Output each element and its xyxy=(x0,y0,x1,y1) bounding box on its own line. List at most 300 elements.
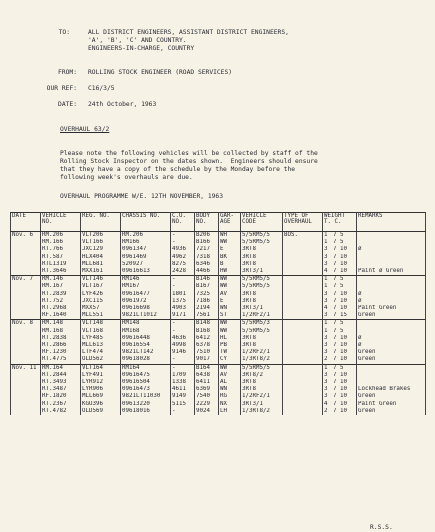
code-cell: 3RT8/2 xyxy=(241,372,283,379)
code-cell: 3RT3/1 xyxy=(241,401,283,408)
weight-cell xyxy=(323,335,357,342)
weight-cwt: 7 10 xyxy=(333,253,347,260)
vehicle-cell: RTL1319 xyxy=(41,261,81,268)
chassis-cell: 0961347 xyxy=(121,246,171,253)
garage-cell: TW xyxy=(219,349,241,356)
table-body xyxy=(11,232,426,416)
weight-cwt: 7 10 xyxy=(333,297,347,304)
to-line-1: ALL DISTRICT ENGINEERS, ASSISTANT DISTRICT ENGINEERS, xyxy=(88,29,289,36)
table-row xyxy=(11,408,426,415)
weight-cell xyxy=(323,276,357,284)
type-cell xyxy=(283,328,323,335)
paragraph-line-2: Rolling Stock Inspector on the dates shown. Engineers should ensure xyxy=(60,158,318,165)
body-cell: 9017 xyxy=(195,356,219,364)
date-value: 24th October, 1963 xyxy=(88,101,157,108)
code-cell: 5/5RM5/5 xyxy=(241,232,283,240)
code-cell: 1/3RT8/2 xyxy=(241,356,283,364)
remarks-cell xyxy=(357,372,426,379)
reg-cell: MXX161 xyxy=(81,268,121,276)
date-cell xyxy=(11,291,41,298)
type-cell xyxy=(283,356,323,364)
programme-title: OVERHAUL PROGRAMME W/E. 12TH NOVEMBER, 1963 xyxy=(60,193,224,200)
remarks-cell: ø xyxy=(357,291,426,298)
reg-cell: JXC115 xyxy=(81,298,121,305)
date-cell xyxy=(11,312,41,320)
remarks-cell: ø xyxy=(357,335,426,342)
code-cell: 3RT8 xyxy=(241,246,283,253)
cu-cell: - xyxy=(171,232,195,240)
date-cell: Nov. 6 xyxy=(11,232,41,240)
table-row xyxy=(11,364,426,372)
weight-tons: 3 xyxy=(324,246,328,253)
body-cell: 6412 xyxy=(195,335,219,342)
type-cell xyxy=(283,393,323,400)
cu-cell: 4903 xyxy=(171,305,195,312)
remarks-cell xyxy=(357,239,426,246)
body-cell: B166 xyxy=(195,239,219,246)
weight-tons: 1 xyxy=(324,239,328,246)
chassis-cell: RM168 xyxy=(121,328,171,335)
table-row xyxy=(11,386,426,393)
cu-cell: 1709 xyxy=(171,372,195,379)
cu-cell: 1338 xyxy=(171,379,195,386)
body-cell: 6378 xyxy=(195,342,219,349)
remarks-cell: Green xyxy=(357,349,426,356)
remarks-cell xyxy=(357,232,426,240)
garage-cell: AV xyxy=(219,291,241,298)
code-cell: 5/5RM5/5 xyxy=(241,364,283,372)
vehicle-cell: RF.1820 xyxy=(41,393,81,400)
weight-tons: 1 xyxy=(324,327,328,334)
cu-cell: - xyxy=(171,328,195,335)
table-row xyxy=(11,276,426,284)
type-cell xyxy=(283,283,323,290)
weight-tons: 3 xyxy=(324,290,328,297)
garage-cell: WW xyxy=(219,328,241,335)
code-cell: 3RT8 xyxy=(241,291,283,298)
remarks-cell: ø xyxy=(357,246,426,253)
weight-cwt: 7 10 xyxy=(333,349,347,356)
table-row xyxy=(11,393,426,400)
code-cell: 3RT8 xyxy=(241,342,283,349)
type-cell xyxy=(283,291,323,298)
vehicle-cell: RT.766 xyxy=(41,246,81,253)
date-cell: Nov. 8 xyxy=(11,320,41,328)
cu-cell: 1375 xyxy=(171,298,195,305)
weight-cell xyxy=(323,239,357,246)
chassis-cell: RM166 xyxy=(121,239,171,246)
vehicle-cell: RM.148 xyxy=(41,320,81,328)
remarks-cell xyxy=(357,261,426,268)
weight-cell xyxy=(323,349,357,356)
type-cell xyxy=(283,342,323,349)
code-cell: 5/5RM5/5 xyxy=(241,239,283,246)
type-cell xyxy=(283,261,323,268)
cu-cell: - xyxy=(171,276,195,284)
col-body: BODY NO. xyxy=(195,213,219,232)
code-cell: 3RT8 xyxy=(241,298,283,305)
remarks-cell: Green xyxy=(357,356,426,364)
body-cell: 6438 xyxy=(195,372,219,379)
weight-tons: 3 xyxy=(324,297,328,304)
weight-cwt: 7 10 xyxy=(333,342,347,349)
vehicle-cell: RM.206 xyxy=(41,232,81,240)
reg-cell: VLT168 xyxy=(81,328,121,335)
table-row xyxy=(11,298,426,305)
date-cell xyxy=(11,328,41,335)
garage-cell: E xyxy=(219,246,241,253)
date-cell xyxy=(11,386,41,393)
to-line-3: ENGINEERS-IN-CHARGE, COUNTRY xyxy=(88,45,195,52)
ref-value: C16/3/5 xyxy=(88,85,115,92)
table-row xyxy=(11,268,426,276)
weight-tons: 3 xyxy=(324,312,328,319)
date-cell xyxy=(11,254,41,261)
table-row xyxy=(11,254,426,261)
date-cell xyxy=(11,283,41,290)
cu-cell: 8275 xyxy=(171,261,195,268)
type-cell xyxy=(283,401,323,408)
reg-cell: MXX57 xyxy=(81,305,121,312)
weight-tons: 3 xyxy=(324,386,328,393)
to-line-2: 'A', 'B', 'C' AND COUNTRY. xyxy=(88,37,187,44)
date-cell xyxy=(11,335,41,342)
remarks-cell xyxy=(357,379,426,386)
weight-cell xyxy=(323,291,357,298)
ref-label: OUR REF: xyxy=(46,85,77,92)
vehicle-cell: RT.2838 xyxy=(41,335,81,342)
weight-tons: 3 xyxy=(324,253,328,260)
type-cell xyxy=(283,239,323,246)
reg-cell: VLT206 xyxy=(81,232,121,240)
garage-cell: LH xyxy=(219,408,241,415)
body-cell: 9024 xyxy=(195,408,219,415)
date-cell xyxy=(11,356,41,364)
table-row xyxy=(11,401,426,408)
remarks-cell xyxy=(357,328,426,335)
vehicle-cell: RM.164 xyxy=(41,364,81,372)
date-cell: Nov. 7 xyxy=(11,276,41,284)
chassis-cell: 09616473 xyxy=(121,386,171,393)
garage-cell: WW xyxy=(219,276,241,284)
cu-cell: - xyxy=(171,283,195,290)
cu-cell: - xyxy=(171,239,195,246)
overhaul-table xyxy=(10,212,426,415)
reg-cell: VLT166 xyxy=(81,239,121,246)
cu-cell: 4962 xyxy=(171,254,195,261)
table-row xyxy=(11,246,426,253)
remarks-cell: Green xyxy=(357,408,426,415)
date-cell xyxy=(11,349,41,356)
remarks-cell: Green xyxy=(357,393,426,400)
reg-cell: VLT148 xyxy=(81,320,121,328)
chassis-cell: 0961469 xyxy=(121,254,171,261)
date-cell xyxy=(11,408,41,415)
reg-cell: LYF426 xyxy=(81,291,121,298)
weight-cell xyxy=(323,328,357,335)
col-type: TYPE OF OVERHAUL xyxy=(283,213,323,232)
type-cell xyxy=(283,276,323,284)
weight-cwt: 7 10 xyxy=(333,386,347,393)
weight-cell xyxy=(323,268,357,276)
garage-cell: B xyxy=(219,261,241,268)
weight-cwt: 7 10 xyxy=(333,393,347,400)
remarks-cell: Lockhead Brakes xyxy=(357,386,426,393)
garage-cell: WW xyxy=(219,239,241,246)
col-code: VEHICLE CODE xyxy=(241,213,283,232)
weight-cell xyxy=(323,298,357,305)
reg-cell: JXC129 xyxy=(81,246,121,253)
body-cell: B146 xyxy=(195,276,219,284)
cu-cell: - xyxy=(171,320,195,328)
cu-cell: 4611 xyxy=(171,386,195,393)
weight-cwt: 7 10 xyxy=(333,356,347,363)
body-cell: B168 xyxy=(195,328,219,335)
weight-tons: 1 xyxy=(324,320,328,327)
remarks-cell xyxy=(357,283,426,290)
table-row xyxy=(11,356,426,364)
vehicle-cell: RM.166 xyxy=(41,239,81,246)
weight-cell xyxy=(323,232,357,240)
weight-cell xyxy=(323,283,357,290)
type-cell xyxy=(283,246,323,253)
weight-tons: 1 xyxy=(324,364,328,371)
weight-tons: 3 xyxy=(324,379,328,386)
vehicle-cell: RT.3646 xyxy=(41,268,81,276)
garage-cell: E xyxy=(219,298,241,305)
weight-tons: 1 xyxy=(324,276,328,283)
code-cell: 5/5RM5/5 xyxy=(241,283,283,290)
vehicle-cell: RT.2839 xyxy=(41,291,81,298)
col-vehicle: VEHICLE NO. xyxy=(41,213,81,232)
chassis-cell: RM146 xyxy=(121,276,171,284)
chassis-cell: RM.206 xyxy=(121,232,171,240)
chassis-cell: 9821LT11030 xyxy=(121,393,171,400)
table-row xyxy=(11,372,426,379)
cu-cell: 9146 xyxy=(171,349,195,356)
garage-cell: WH xyxy=(219,232,241,240)
date-label: DATE: xyxy=(58,101,77,108)
body-cell: 7540 xyxy=(195,393,219,400)
weight-tons: 3 xyxy=(324,260,328,267)
cu-cell: - xyxy=(171,364,195,372)
body-cell: 7318 xyxy=(195,254,219,261)
code-cell: 5/5RM5/5 xyxy=(241,276,283,284)
body-cell: 2229 xyxy=(195,401,219,408)
paragraph-line-1: Please note the following vehicles will be collected by staff of the xyxy=(60,150,318,157)
reg-cell: LYR912 xyxy=(81,379,121,386)
to-label: TO: xyxy=(58,29,70,36)
paragraph-line-4: following week's overhauls are due. xyxy=(60,174,193,181)
date-cell xyxy=(11,239,41,246)
code-cell: 5/5RM5/5 xyxy=(241,328,283,335)
vehicle-cell: RT.4775 xyxy=(41,356,81,364)
code-cell: 3RT3/1 xyxy=(241,305,283,312)
code-cell: 3RT8 xyxy=(241,379,283,386)
date-cell xyxy=(11,298,41,305)
vehicle-cell: RM.167 xyxy=(41,283,81,290)
body-cell: 6369 xyxy=(195,386,219,393)
garage-cell: BK xyxy=(219,254,241,261)
remarks-cell: Paint ø Green xyxy=(357,268,426,276)
weight-cwt: 7 5 xyxy=(333,276,344,283)
col-reg: REG. NO. xyxy=(81,213,121,232)
cu-cell: - xyxy=(171,356,195,364)
type-cell xyxy=(283,312,323,320)
code-cell: 5/5RM5/3 xyxy=(241,320,283,328)
remarks-cell: Paint Green xyxy=(357,401,426,408)
reg-cell: MLL613 xyxy=(81,342,121,349)
weight-cwt: 7 10 xyxy=(333,400,347,407)
weight-cwt: 7 10 xyxy=(333,334,347,341)
code-cell: 3RT8 xyxy=(241,386,283,393)
type-cell xyxy=(283,335,323,342)
table-row xyxy=(11,349,426,356)
code-cell: 1/2RF2/1 xyxy=(241,393,283,400)
chassis-cell: 09616477 xyxy=(121,291,171,298)
garage-cell: AV xyxy=(219,372,241,379)
chassis-cell: 9821LT142 xyxy=(121,349,171,356)
chassis-cell: 09616613 xyxy=(121,268,171,276)
garage-cell: PB xyxy=(219,342,241,349)
reg-cell: HLX404 xyxy=(81,254,121,261)
garage-cell: WN xyxy=(219,305,241,312)
chassis-cell: 09616554 xyxy=(121,342,171,349)
date-cell xyxy=(11,372,41,379)
type-cell xyxy=(283,254,323,261)
vehicle-cell: RM.146 xyxy=(41,276,81,284)
col-weight: WEIGHT T. C. xyxy=(323,213,357,232)
weight-cwt: 7 5 xyxy=(333,283,344,290)
garage-cell: WW xyxy=(219,320,241,328)
type-cell xyxy=(283,386,323,393)
table-row xyxy=(11,261,426,268)
cu-cell: 1801 xyxy=(171,291,195,298)
weight-cwt: 7 10 xyxy=(333,268,347,275)
table-row xyxy=(11,320,426,328)
weight-cwt: 7 15 xyxy=(333,312,347,319)
type-cell: BOS. xyxy=(283,232,323,240)
col-date: DATE xyxy=(11,213,41,232)
body-cell: 6411 xyxy=(195,379,219,386)
table-row xyxy=(11,379,426,386)
weight-cwt: 7 5 xyxy=(333,239,344,246)
type-cell xyxy=(283,305,323,312)
body-cell: 2194 xyxy=(195,305,219,312)
body-cell: B164 xyxy=(195,364,219,372)
weight-tons: 4 xyxy=(324,400,328,407)
vehicle-cell: RT.2866 xyxy=(41,342,81,349)
vehicle-cell: RF.1230 xyxy=(41,349,81,356)
weight-cell xyxy=(323,356,357,364)
body-cell: 7325 xyxy=(195,291,219,298)
weight-cell xyxy=(323,305,357,312)
vehicle-cell: RT.2367 xyxy=(41,401,81,408)
chassis-cell: RM167 xyxy=(121,283,171,290)
remarks-cell: ø xyxy=(357,298,426,305)
vehicle-cell: RT.3493 xyxy=(41,379,81,386)
col-garage: GAR-AGE xyxy=(219,213,241,232)
chassis-cell: 9821LT1012 xyxy=(121,312,171,320)
date-cell: Nov. 11 xyxy=(11,364,41,372)
garage-cell: WW xyxy=(219,364,241,372)
weight-cell xyxy=(323,246,357,253)
cu-cell: 9149 xyxy=(171,393,195,400)
cu-cell: 4998 xyxy=(171,342,195,349)
body-cell: B148 xyxy=(195,320,219,328)
vehicle-cell: RT.752 xyxy=(41,298,81,305)
body-cell: B167 xyxy=(195,283,219,290)
garage-cell: NX xyxy=(219,401,241,408)
body-cell: 7217 xyxy=(195,246,219,253)
remarks-cell: ø xyxy=(357,342,426,349)
weight-cell xyxy=(323,372,357,379)
garage-cell: ST xyxy=(219,312,241,320)
weight-tons: 4 xyxy=(324,305,328,312)
weight-cwt: 7 5 xyxy=(333,232,344,238)
weight-cell xyxy=(323,261,357,268)
reg-cell: LTF474 xyxy=(81,349,121,356)
cu-cell: - xyxy=(171,408,195,415)
garage-cell: HL xyxy=(219,335,241,342)
weight-tons: 1 xyxy=(324,232,328,238)
vehicle-cell: RT.2968 xyxy=(41,305,81,312)
date-cell xyxy=(11,261,41,268)
weight-tons: 3 xyxy=(324,342,328,349)
chassis-cell: 09616475 xyxy=(121,372,171,379)
remarks-cell xyxy=(357,276,426,284)
reg-cell: LYF491 xyxy=(81,372,121,379)
reg-cell: MLL681 xyxy=(81,261,121,268)
col-remarks: REMARKS xyxy=(357,213,426,232)
remarks-cell xyxy=(357,254,426,261)
weight-cell xyxy=(323,254,357,261)
code-cell: 3RT8 xyxy=(241,261,283,268)
body-cell: B206 xyxy=(195,232,219,240)
garage-cell: HW xyxy=(219,268,241,276)
vehicle-cell: RT.4782 xyxy=(41,408,81,415)
reg-cell: OLD569 xyxy=(81,408,121,415)
date-cell xyxy=(11,246,41,253)
reg-cell: VLT167 xyxy=(81,283,121,290)
date-cell xyxy=(11,268,41,276)
vehicle-cell: RF.1640 xyxy=(41,312,81,320)
weight-cell xyxy=(323,401,357,408)
vehicle-cell: RT.587 xyxy=(41,254,81,261)
reg-cell: LYR906 xyxy=(81,386,121,393)
code-cell: 1/2RF2/1 xyxy=(241,349,283,356)
body-cell: 7561 xyxy=(195,312,219,320)
table-row xyxy=(11,291,426,298)
garage-cell: WW xyxy=(219,283,241,290)
table-row xyxy=(11,283,426,290)
weight-cell xyxy=(323,342,357,349)
weight-cwt: 7 10 xyxy=(333,290,347,297)
col-cu: C.U. NO. xyxy=(171,213,195,232)
table-row xyxy=(11,312,426,320)
body-cell: 6346 xyxy=(195,261,219,268)
reg-cell: MLL551 xyxy=(81,312,121,320)
from-label: FROM: xyxy=(58,69,77,76)
overhaul-title: OVERHAUL 63/2 xyxy=(60,126,110,133)
type-cell xyxy=(283,298,323,305)
code-cell: 1/2RF2/1 xyxy=(241,312,283,320)
chassis-cell: 09616448 xyxy=(121,335,171,342)
cu-cell: 2428 xyxy=(171,268,195,276)
table-header-row xyxy=(11,213,426,232)
chassis-cell: 09613220 xyxy=(121,401,171,408)
type-cell xyxy=(283,408,323,415)
